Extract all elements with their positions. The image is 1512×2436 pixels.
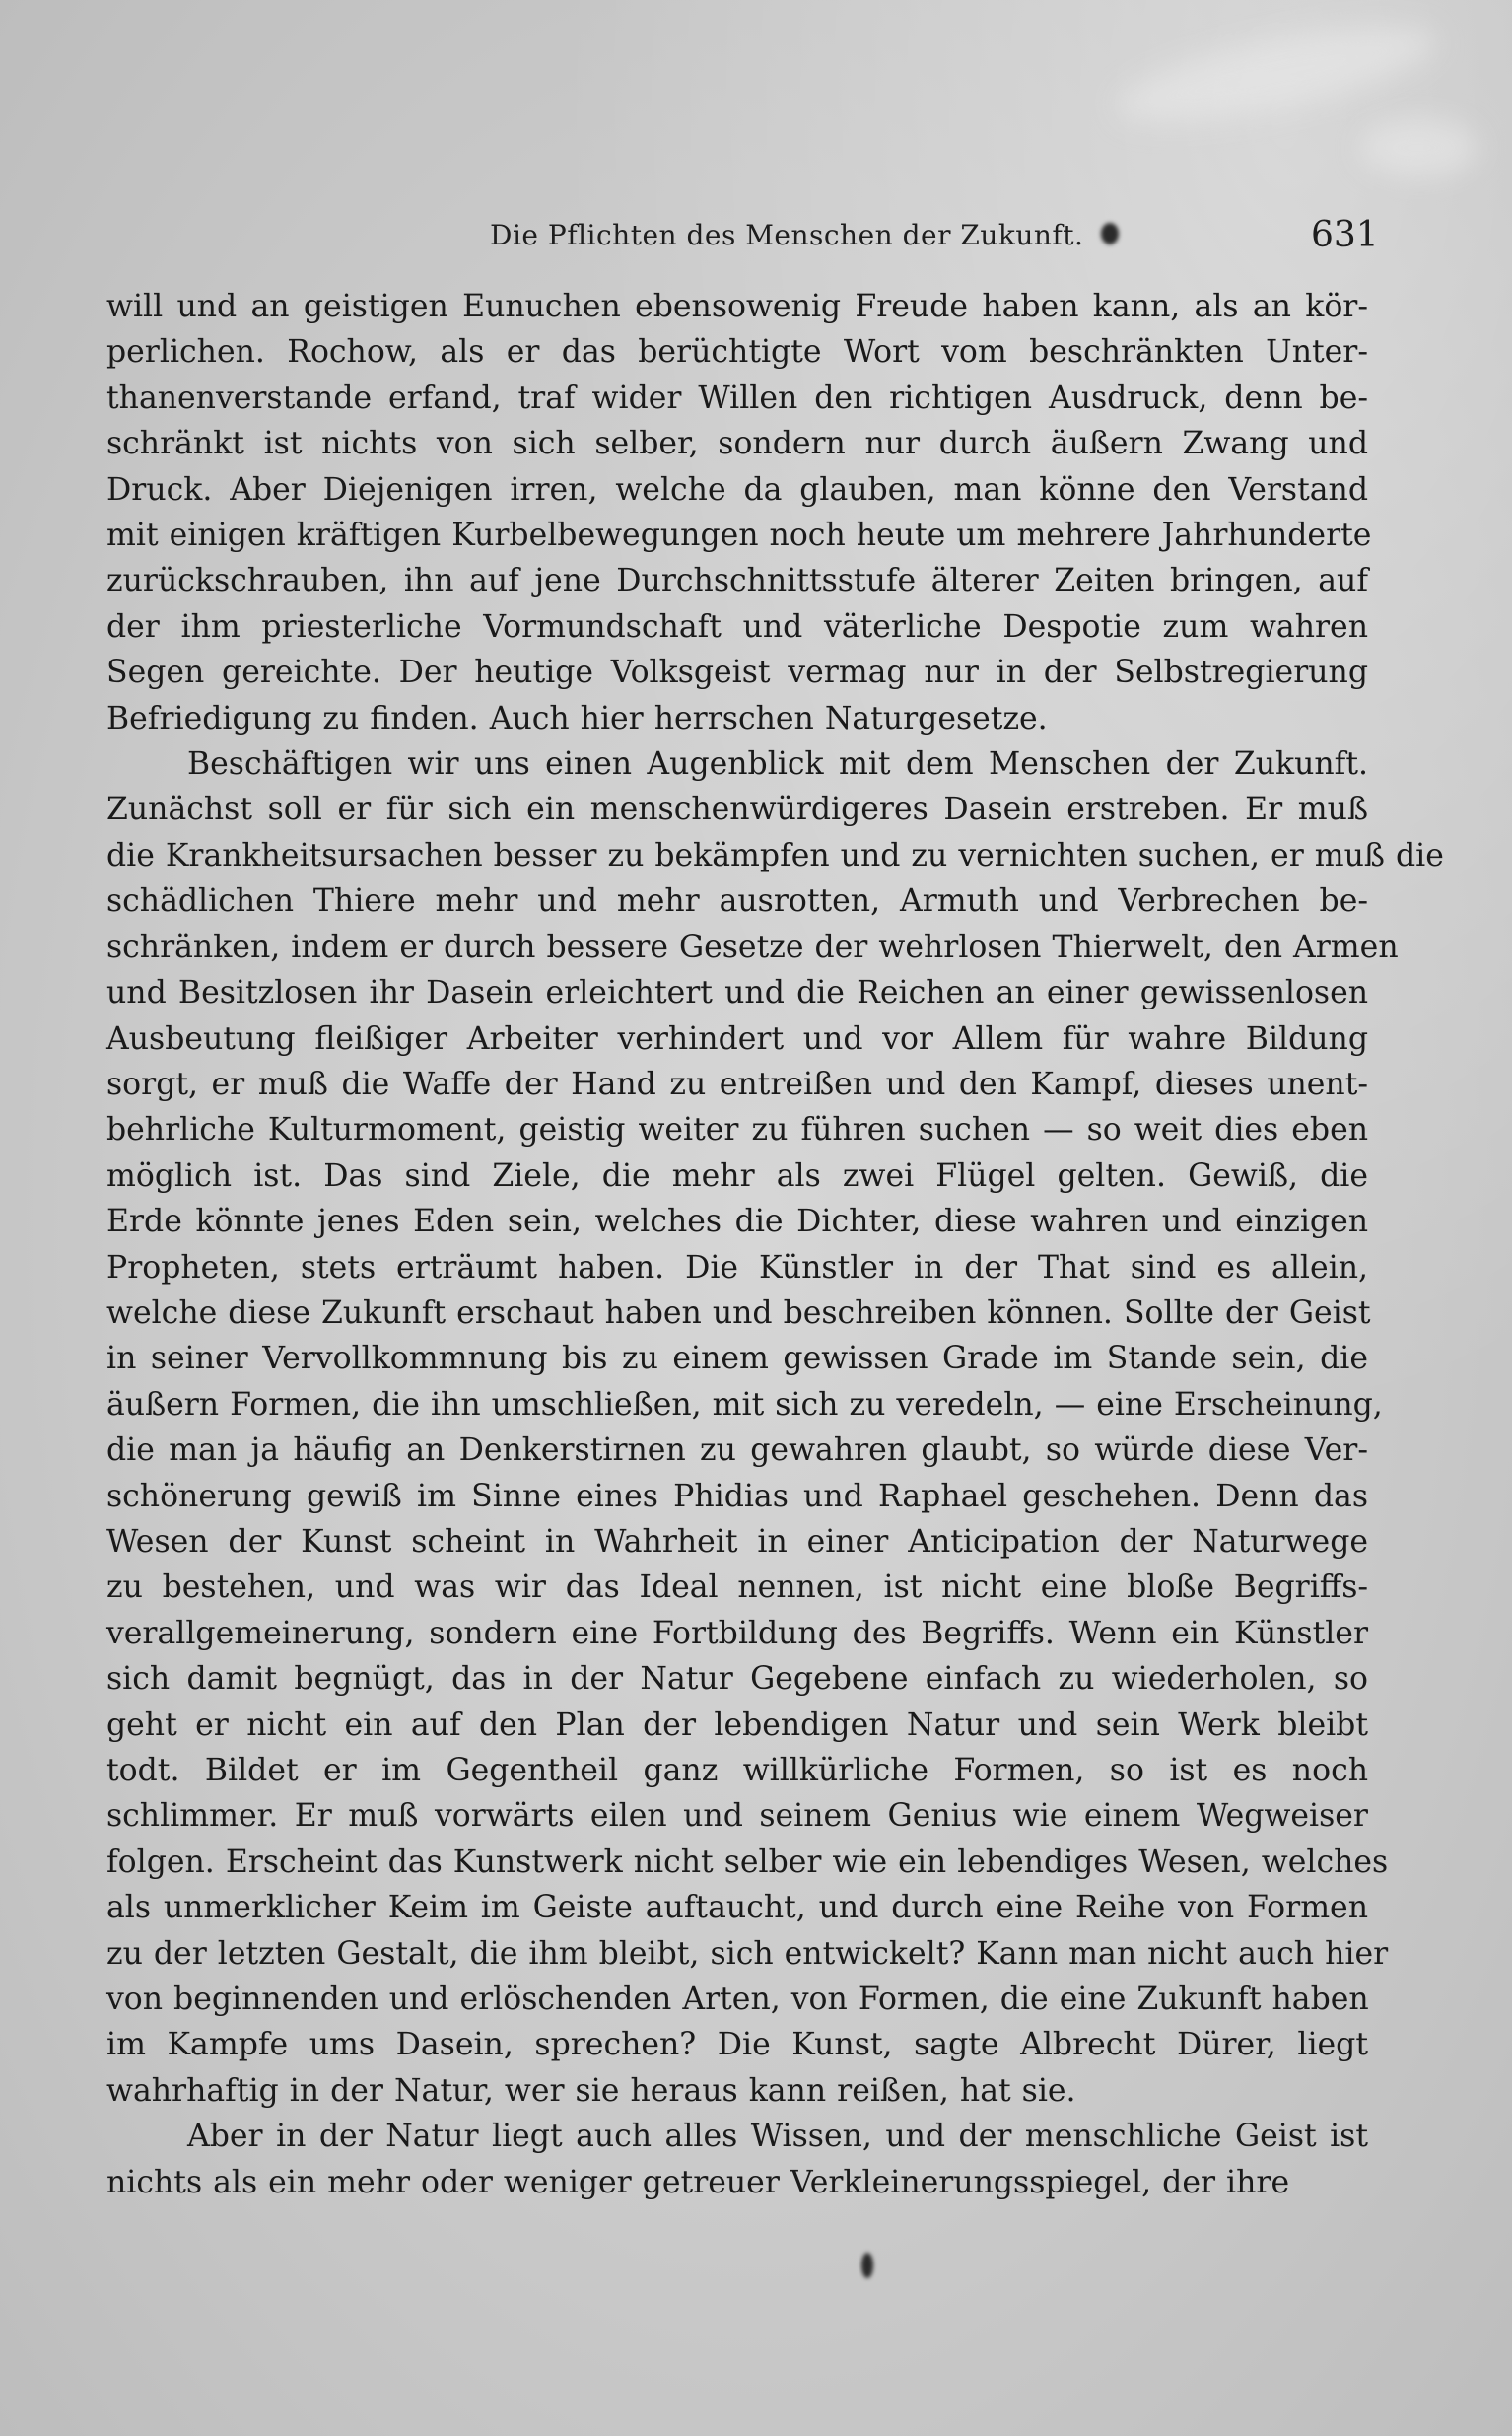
text-line: die man ja häufig an Denkerstirnen zu gewahren glaubt, so würde diese Ver- bbox=[106, 1432, 1368, 1469]
text-line: geht er nicht ein auf den Plan der lebendigen Natur und sein Werk bleibt bbox=[106, 1706, 1368, 1743]
text-line: von beginnenden und erlöschenden Arten, von Formen, die eine Zukunft haben bbox=[106, 1982, 1369, 2018]
text-line: Ausbeutung fleißiger Arbeiter verhindert und vor Allem für wahre Bildung bbox=[106, 1020, 1368, 1057]
text-line: Zunächst soll er für sich ein menschenwürdigeres Dasein erstreben. Er muß bbox=[106, 792, 1368, 828]
text-line: zu der letzten Gestalt, die ihm bleibt, sich entwickelt? Kann man nicht auch hier bbox=[106, 1935, 1389, 1972]
text-line: mit einigen kräftigen Kurbelbewegungen noch heute um mehrere Jahrhunderte bbox=[106, 518, 1372, 554]
text-line: Druck. Aber Diejenigen irren, welche da glauben, man könne den Verstand bbox=[106, 471, 1368, 508]
text-line: schränkt ist nichts von sich selber, sondern nur durch äußern Zwang und bbox=[106, 426, 1368, 462]
text-line: perlichen. Rochow, als er das berüchtigte Wort vom beschränkten Unter- bbox=[106, 334, 1368, 371]
text-line: im Kampfe ums Dasein, sprechen? Die Kunst, sagte Albrecht Dürer, liegt bbox=[106, 2027, 1368, 2063]
paragraph bbox=[106, 284, 1372, 741]
paragraph bbox=[106, 741, 1444, 2114]
text-line: Aber in der Natur liegt auch alles Wissen, und der menschliche Geist ist bbox=[187, 2119, 1368, 2155]
text-line: will und an geistigen Eunuchen ebensowenig Freude haben kann, als an kör- bbox=[106, 289, 1368, 324]
text-line: thanenverstande erfand, traf wider Willen den richtigen Ausdruck, denn be- bbox=[106, 380, 1368, 416]
text-line: sich damit begnügt, das in der Natur Gegebene einfach zu wiederholen, so bbox=[106, 1661, 1368, 1698]
text-line: sorgt, er muß die Waffe der Hand zu entreißen und den Kampf, dieses unent- bbox=[106, 1066, 1368, 1102]
text-line: und Besitzlosen ihr Dasein erleichtert und die Reichen an einer gewissenlosen bbox=[106, 975, 1368, 1011]
paper-smudge bbox=[1360, 118, 1478, 177]
text-line: schädlichen Thiere mehr und mehr ausrotten, Armuth und Verbrechen be- bbox=[106, 883, 1368, 920]
text-line: welche diese Zukunft erschaut haben und beschreiben können. Sollte der Geist bbox=[106, 1294, 1371, 1331]
text-line: Befriedigung zu finden. Auch hier herrschen Naturgesetze. bbox=[106, 700, 1048, 736]
text-line: Propheten, stets erträumt haben. Die Künstler in der That sind es allein, bbox=[106, 1249, 1368, 1286]
text-line: zurückschrauben, ihn auf jene Durchschnittsstufe älterer Zeiten bringen, auf bbox=[106, 563, 1368, 599]
text-line: schränken, indem er durch bessere Gesetze der wehrlosen Thierwelt, den Armen bbox=[106, 929, 1399, 965]
text-line: wahrhaftig in der Natur, wer sie heraus kann reißen, hat sie. bbox=[106, 2072, 1076, 2109]
text-line: Segen gereichte. Der heutige Volksgeist vermag nur in der Selbstregierung bbox=[106, 655, 1368, 691]
text-line: möglich ist. Das sind Ziele, die mehr als zwei Flügel gelten. Gewiß, die bbox=[106, 1157, 1368, 1194]
text-line: Beschäftigen wir uns einen Augenblick mit dem Menschen der Zukunft. bbox=[187, 746, 1368, 783]
text-line: in seiner Vervollkommnung bis zu einem gewissen Grade im Stande sein, die bbox=[106, 1341, 1368, 1377]
page-header bbox=[0, 215, 1512, 258]
running-title: Die Pflichten des Menschen der Zukunft. bbox=[490, 219, 1084, 251]
text-line: zu bestehen, und was wir das Ideal nennen, ist nicht eine bloße Begriffs- bbox=[106, 1569, 1368, 1606]
text-line: die Krankheitsursachen besser zu bekämpfen und zu vernichten suchen, er muß die bbox=[106, 837, 1444, 873]
text-line: todt. Bildet er im Gegentheil ganz willkürliche Formen, so ist es noch bbox=[106, 1753, 1368, 1788]
text-line: behrliche Kulturmoment, geistig weiter zu führen suchen — so weit dies eben bbox=[106, 1112, 1368, 1148]
page-number: 631 bbox=[1311, 215, 1379, 255]
text-line: verallgemeinerung, sondern eine Fortbildung des Begriffs. Wenn ein Künstler bbox=[106, 1615, 1368, 1651]
text-line: als unmerklicher Keim im Geiste auftaucht, und durch eine Reihe von Formen bbox=[106, 1890, 1368, 1926]
text-line: der ihm priesterliche Vormundschaft und väterliche Despotie zum wahren bbox=[106, 608, 1368, 645]
paragraph bbox=[106, 2114, 1368, 2205]
text-line: folgen. Erscheint das Kunstwerk nicht selber wie ein lebendiges Wesen, welches bbox=[106, 1844, 1389, 1880]
text-line: schönerung gewiß im Sinne eines Phidias und Raphael geschehen. Denn das bbox=[106, 1478, 1368, 1514]
text-line: Wesen der Kunst scheint in Wahrheit in einer Anticipation der Naturwege bbox=[106, 1523, 1368, 1560]
ink-spot bbox=[861, 2253, 873, 2278]
text-line: schlimmer. Er muß vorwärts eilen und seinem Genius wie einem Wegweiser bbox=[106, 1798, 1368, 1835]
text-line: nichts als ein mehr oder weniger getreuer Verkleinerungsspiegel, der ihre bbox=[106, 2164, 1290, 2200]
body-text bbox=[106, 284, 1444, 2205]
text-line: Erde könnte jenes Eden sein, welches die Dichter, diese wahren und einzigen bbox=[106, 1204, 1368, 1240]
text-line: äußern Formen, die ihn umschließen, mit sich zu veredeln, — eine Erscheinung, bbox=[106, 1386, 1383, 1423]
